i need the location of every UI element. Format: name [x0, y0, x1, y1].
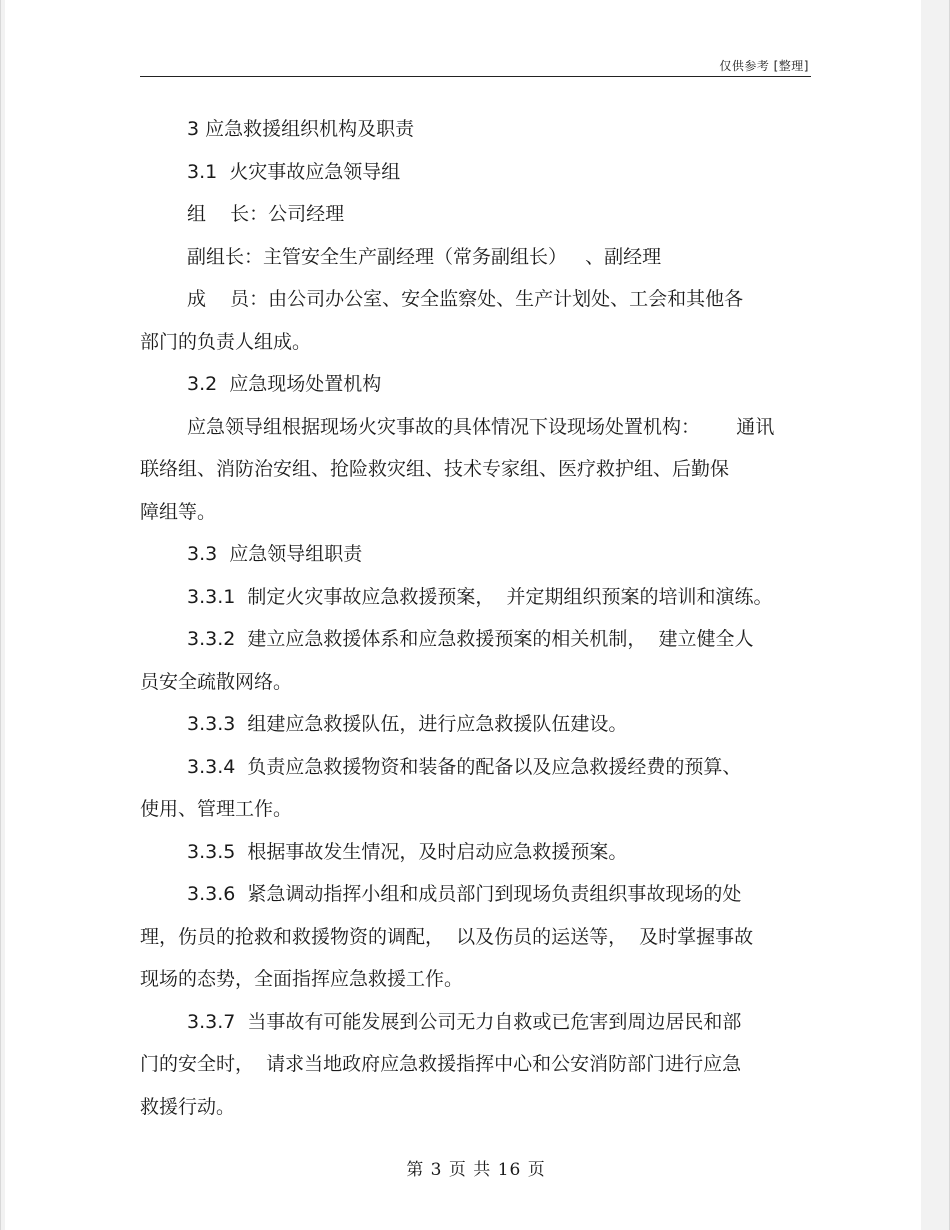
- body-line: 3.3.3 组建应急救援队伍，进行应急救援队伍建设。: [187, 713, 628, 735]
- body-line: 3.3.2 建立应急救援体系和应急救援预案的相关机制， 建立健全人: [187, 628, 754, 650]
- body-line: 组 长：公司经理: [187, 203, 345, 225]
- body-line: 救援行动。: [140, 1095, 236, 1118]
- body-line: 3.3.7 当事故有可能发展到公司无力自救或已危害到周边居民和部: [187, 1010, 742, 1033]
- header-divider: [140, 76, 811, 77]
- body-line: 部门的负责人组成。: [140, 330, 312, 353]
- body-line: 3.3.4 负责应急救援物资和装备的配备以及应急救援经费的预算、: [187, 755, 742, 778]
- body-line: 3 应急救援组织机构及职责: [187, 118, 415, 140]
- body-line: 成 员：由公司办公室、安全监察处、生产计划处、工会和其他各: [187, 288, 744, 310]
- body-line: 员安全疏散网络。: [140, 670, 293, 693]
- body-line: 现场的态势，全面指挥应急救援工作。: [140, 968, 464, 990]
- body-line: 3.3.5 根据事故发生情况，及时启动应急救援预案。: [187, 840, 628, 863]
- body-line: 3.1 火灾事故应急领导组: [187, 160, 401, 183]
- body-line: 使用、管理工作。: [140, 798, 293, 820]
- body-line: 门的安全时， 请求当地政府应急救援指挥中心和公安消防部门进行应急: [140, 1053, 742, 1075]
- left-margin-band: [1, 0, 5, 1230]
- body-line: 3.2 应急现场处置机构: [187, 373, 382, 395]
- body-line: 应急领导组根据现场火灾事故的具体情况下设现场处置机构： 通讯: [187, 415, 775, 438]
- document-body: [140, 111, 780, 1131]
- body-line: 3.3.1 制定火灾事故应急救援预案， 并定期组织预案的培训和演练。: [187, 585, 773, 608]
- body-line: 3.3 应急领导组职责: [187, 543, 363, 565]
- body-line: 副组长：主管安全生产副经理（常务副组长） 、副经理: [187, 245, 662, 268]
- body-line: 3.3.6 紧急调动指挥小组和成员部门到现场负责组织事故现场的处: [187, 883, 742, 905]
- body-line: 联络组、消防治安组、抢险救灾组、技术专家组、医疗救护组、后勤保: [140, 458, 730, 480]
- right-margin-band: [921, 0, 949, 1230]
- body-line: 障组等。: [140, 500, 217, 523]
- page-footer: 第 3 页 共 16 页: [406, 1160, 546, 1180]
- page-header: 仅供参考 [整理]: [719, 59, 809, 73]
- body-line: 理，伤员的抢救和救援物资的调配， 以及伤员的运送等， 及时掌握事故: [140, 925, 754, 948]
